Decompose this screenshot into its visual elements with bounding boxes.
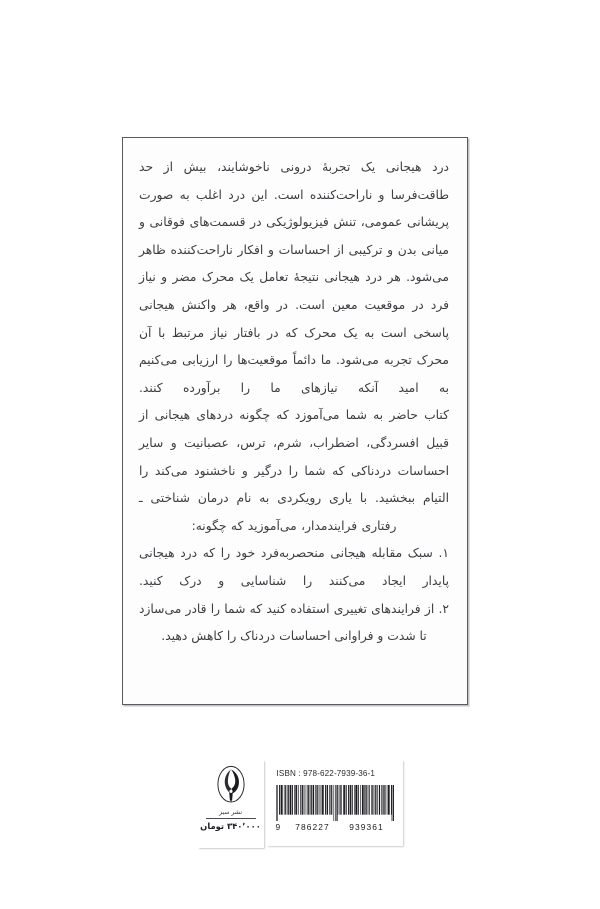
list-item-text: از فرایندهای تغییری استفاده کنید که شما را قادر می‌سازد تا شدت و فراوانی احساسات دردناک را کاهش دهید. [139,601,435,644]
barcode-left-group: 786227 [295,822,330,832]
price-label: ۳۴۰٬۰۰۰ تومان [200,821,261,831]
isbn-label: ISBN : 978-622-7939-36-1 [276,769,376,778]
blurb-paragraph-1: درد هیجانی یک تجربهٔ درونی ناخوشایند، بیش از حد طاقت‌فرسا و ناراحت‌کننده است. این درد اغلب به صورت پریشانی عمومی، تنش فیزیولوژیکی در قسمت‌های فوقانی و میانی بدن و ترکیبی از احساسات و افکار ناراحت‌کننده ظاهر می‌شود. هر درد هیجانی نتیجهٔ تعامل یک محرک مضر و نیاز فرد در موقعیت معین است. در واقع، هر واکنش هیجانی پاسخی است به یک محرک که در بافتار نیاز مرتبط با آن محرک تجربه می‌شود. ما دائماً موقعیت‌ها را ارزیابی می‌کنیم به امید آنکه نیازهای ما را برآورده کنند. [139,160,449,395]
barcode-right-group: 939361 [349,822,384,832]
back-cover-blurb-box [122,137,468,705]
barcode-block [267,760,403,846]
publisher-block [198,760,264,848]
list-item-marker: ۲. [438,601,449,616]
barcode-digits [276,822,394,832]
list-item [139,596,449,651]
fountain-pen-nib-icon [213,764,249,808]
publisher-divider [206,818,256,819]
list-item-marker: ۱. [438,546,449,561]
list-item [139,540,449,595]
list-item-text: سبک مقابله هیجانی منحصربه‌فرد خود را که درد هیجانی پایدار ایجاد می‌کنند را شناسایی و درک کنید. [139,546,449,588]
barcode-graphic [276,785,394,821]
blurb-paragraph-2: کتاب حاضر به شما می‌آموزد که چگونه دردهای هیجانی از قبیل افسردگی، اضطراب، شرم، ترس، عصبانیت و سایر احساسات دردناکی که شما را درگیر و ناخشنود می‌کند را التیام ببخشید. با یاری رویکردی به نام درمان شناختی ـ رفتاری فرایندمدار، می‌آموزید که چگونه: [139,408,449,533]
cover-bottom-strip [0,760,600,860]
barcode-lead-digit: 9 [275,822,282,832]
publisher-name: نشر سبز [218,809,243,816]
